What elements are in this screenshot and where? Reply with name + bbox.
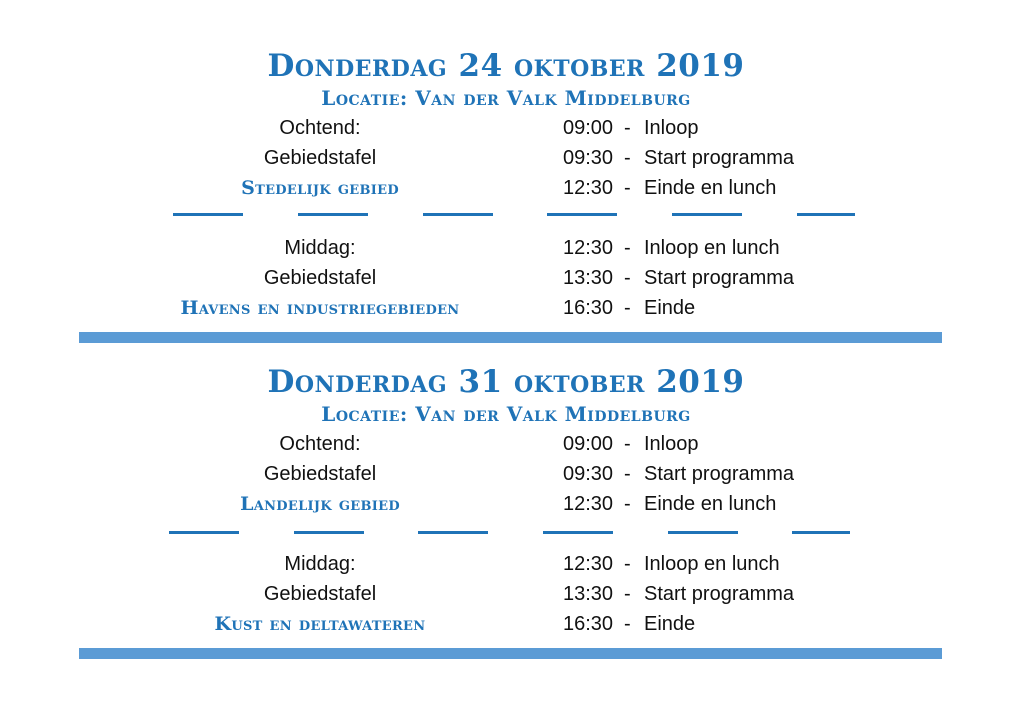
section-1-afternoon-label: Middag: xyxy=(284,237,356,259)
section-2-morning-label: Ochtend: xyxy=(279,433,361,455)
schedule-time: 13:30 xyxy=(563,267,614,289)
schedule-separator: - xyxy=(624,613,631,635)
dash-segment xyxy=(418,531,488,534)
dash-segment xyxy=(173,213,243,216)
dash-segment xyxy=(797,213,855,216)
schedule-time: 13:30 xyxy=(563,583,614,605)
schedule-description: Einde en lunch xyxy=(644,493,777,515)
schedule-time: 12:30 xyxy=(563,237,614,259)
schedule-time: 16:30 xyxy=(563,613,614,635)
schedule-description: Inloop en lunch xyxy=(644,237,780,259)
section-1-morning-label: Ochtend: xyxy=(279,117,361,139)
section-1-morning-sublabel: Gebiedstafel xyxy=(263,147,377,169)
section-1-morning-row-2 xyxy=(0,143,1012,173)
section-2-afternoon-sublabel: Gebiedstafel xyxy=(263,583,377,605)
section-2-morning-row-2 xyxy=(0,459,1012,489)
dash-segment xyxy=(298,213,368,216)
schedule-time: 09:00 xyxy=(563,433,614,455)
dash-segment xyxy=(792,531,850,534)
schedule-separator: - xyxy=(624,237,631,259)
schedule-description: Inloop xyxy=(644,433,699,455)
schedule-description: Start programma xyxy=(644,147,795,169)
section-1-location: Locatie: Van der Valk Middelburg xyxy=(321,86,691,110)
schedule-description: Inloop en lunch xyxy=(644,553,780,575)
section-1-date: Donderdag 24 oktober 2019 xyxy=(267,48,745,84)
schedule-description: Inloop xyxy=(644,117,699,139)
schedule-separator: - xyxy=(624,267,631,289)
section-2-afternoon-row-1 xyxy=(0,549,1012,579)
section-2-location: Locatie: Van der Valk Middelburg xyxy=(321,402,691,426)
section-2-afternoon-label: Middag: xyxy=(284,553,356,575)
section-2-afternoon-row-2 xyxy=(0,579,1012,609)
section-2-morning-sublabel: Gebiedstafel xyxy=(263,463,377,485)
section-1-morning-row-1 xyxy=(0,113,1012,143)
dash-segment xyxy=(668,531,738,534)
schedule-time: 12:30 xyxy=(563,553,614,575)
section-2-date: Donderdag 31 oktober 2019 xyxy=(267,364,745,400)
schedule-separator: - xyxy=(624,177,631,199)
schedule-separator: - xyxy=(624,463,631,485)
section-2-afternoon-area: Kust en deltawateren xyxy=(214,613,426,635)
dash-segment xyxy=(294,531,364,534)
section-1-afternoon-row-1 xyxy=(0,233,1012,263)
schedule-description: Einde xyxy=(644,613,696,635)
schedule-time: 09:30 xyxy=(563,463,614,485)
schedule-description: Einde xyxy=(644,297,696,319)
section-1-afternoon-row-3 xyxy=(0,293,1012,323)
section-1-afternoon-sublabel: Gebiedstafel xyxy=(263,267,377,289)
section-divider-bar xyxy=(79,648,942,659)
schedule-time: 12:30 xyxy=(563,177,614,199)
section-1-afternoon-area: Havens en industriegebieden xyxy=(180,297,460,319)
schedule-separator: - xyxy=(624,583,631,605)
section-2-morning-row-1 xyxy=(0,429,1012,459)
section-1-morning-area: Stedelijk gebied xyxy=(241,177,399,199)
schedule-description: Start programma xyxy=(644,463,795,485)
dash-segment xyxy=(423,213,493,216)
section-1-morning-row-3 xyxy=(0,173,1012,203)
schedule-separator: - xyxy=(624,297,631,319)
section-1-afternoon-row-2 xyxy=(0,263,1012,293)
schedule-time: 12:30 xyxy=(563,493,614,515)
dash-segment xyxy=(543,531,613,534)
schedule-separator: - xyxy=(624,493,631,515)
schedule-time: 09:00 xyxy=(563,117,614,139)
section-2-morning-area: Landelijk gebied xyxy=(240,493,400,515)
section-1-dashed-divider xyxy=(0,213,1012,217)
dash-segment xyxy=(169,531,239,534)
schedule-time: 16:30 xyxy=(563,297,614,319)
schedule-description: Start programma xyxy=(644,583,795,605)
schedule-time: 09:30 xyxy=(563,147,614,169)
schedule-separator: - xyxy=(624,147,631,169)
schedule-separator: - xyxy=(624,117,631,139)
section-2-morning-row-3 xyxy=(0,489,1012,519)
schedule-separator: - xyxy=(624,433,631,455)
schedule-description: Start programma xyxy=(644,267,795,289)
schedule-separator: - xyxy=(624,553,631,575)
section-2-dashed-divider xyxy=(0,531,1012,535)
dash-segment xyxy=(672,213,742,216)
dash-segment xyxy=(547,213,617,216)
section-divider-bar xyxy=(79,332,942,343)
schedule-description: Einde en lunch xyxy=(644,177,777,199)
section-2-afternoon-row-3 xyxy=(0,609,1012,639)
